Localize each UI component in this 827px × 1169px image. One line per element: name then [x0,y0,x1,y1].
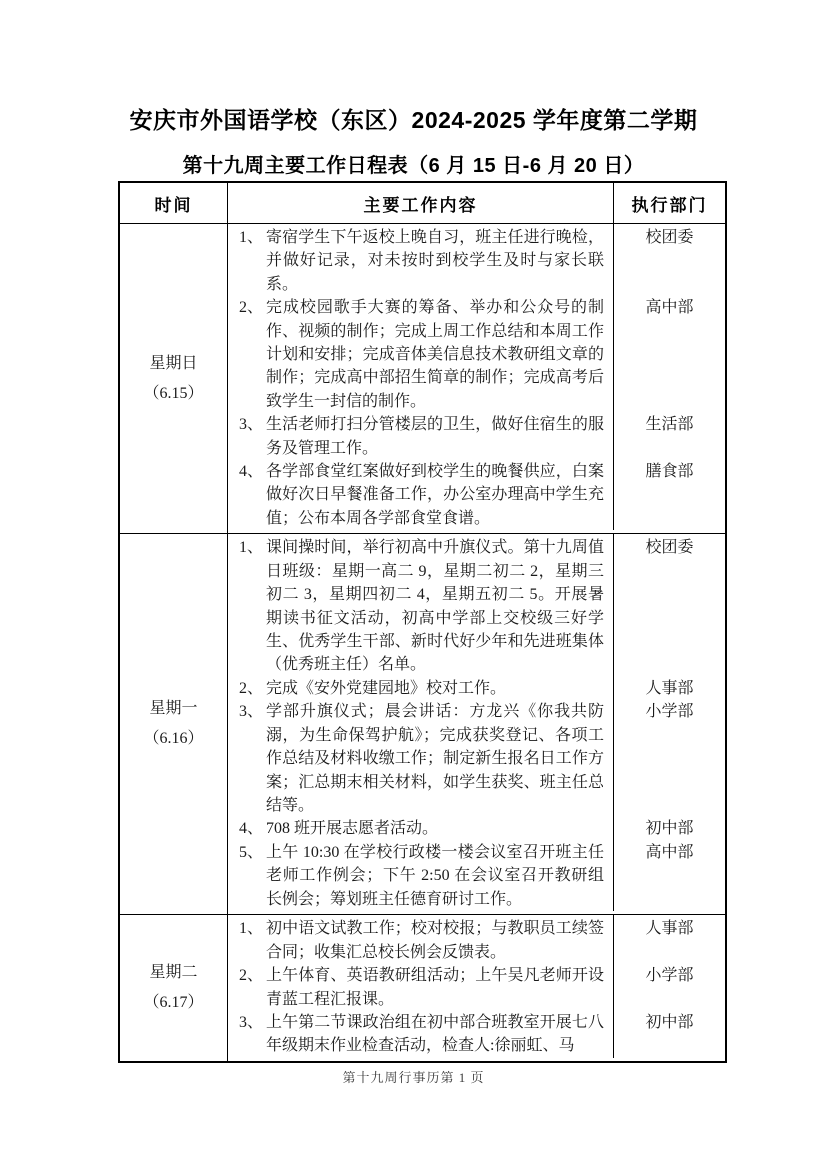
dept-label: 小学部 [613,962,725,1011]
dept-label: 小学部 [613,698,725,817]
header-cell-time: 时间 [120,183,228,223]
work-item [228,226,613,296]
dept-label: 膳食部 [613,458,725,530]
item-text: 上午 10:30 在学校行政楼一楼会议室召开班主任老师工作例会；下午 2:50 在会议室召开教研组长例会；筹划班主任德育研讨工作。 [266,843,604,908]
dept-label: 人事部 [613,675,725,701]
dept-label: 校团委 [613,534,725,677]
item-text: 708 班开展志愿者活动。 [266,820,439,838]
table-row [120,533,725,914]
item-number: 4、 [239,463,264,481]
page-footer: 第十九周行事历第 1 页 [342,1070,485,1085]
day-label: 星期一 [149,700,198,718]
dept-label: 初中部 [613,1009,725,1058]
item-text: 完成《安外党建园地》校对工作。 [266,679,507,697]
item-text: 初中语文试教工作；校对校报；与教职员工续签合同；收集汇总校长例会反馈表。 [266,920,604,961]
document-title: 安庆市外国语学校（东区）2024-2025 学年度第二学期 [129,107,698,133]
dept-label: 高中部 [613,294,725,413]
day-label: 星期日 [149,354,198,372]
work-item [228,817,613,841]
item-text: 生活老师打扫分管楼层的卫生，做好住宿生的服务及管理工作。 [266,416,604,457]
date-label: （6.17） [143,994,204,1011]
date-label: （6.15） [143,384,204,402]
item-number: 2、 [239,679,264,697]
table-header-row [120,183,725,223]
item-number: 1、 [239,539,264,557]
document-subtitle: 第十九周主要工作日程表（6 月 15 日-6 月 20 日） [182,155,645,177]
table-row [120,223,725,533]
schedule-table [118,181,727,1063]
item-number: 4、 [239,820,264,838]
dept-label: 初中部 [613,815,725,841]
header-cell-dept: 执行部门 [613,183,725,223]
time-cell [120,224,228,533]
item-text: 上午体育、英语教研组活动；上午吴凡老师开设青蓝工程汇报课。 [266,967,604,1008]
time-cell [120,534,228,914]
item-text: 各学部食堂红案做好到校学生的晚餐供应，白案做好次日早餐准备工作，办公室办理高中学生充值；公布本周各学部食堂食谱。 [266,463,604,527]
item-number: 3、 [239,1013,264,1031]
item-number: 2、 [239,299,264,317]
item-number: 1、 [239,229,264,246]
dept-label: 高中部 [613,839,725,911]
item-text: 寄宿学生下午返校上晚自习，班主任进行晚检，并做好记录，对未按时到校学生及时与家长联系。 [266,229,604,293]
item-number: 3、 [239,703,264,721]
item-text: 上午第二节课政治组在初中部合班教室开展七八年级期末作业检查活动，检查人:徐丽虹、马 [266,1013,604,1055]
header-cell-content: 主要工作内容 [363,195,478,215]
work-item [228,536,613,677]
item-number: 5、 [239,843,264,861]
table-row [120,914,725,1060]
work-item [228,917,613,964]
item-text: 课间操时间，举行初高中升旗仪式。第十九周值日班级：星期一高二 9，星期二初二 2，星期三初二 3，星期四初二 4，星期五初二 5。开展暑期读书征文活动，初高中学部上交校级三好学生、优秀学生干部、新时代好少年和先进班集体（优秀班主任）名单。 [266,539,604,674]
item-number: 3、 [239,416,264,434]
work-item [228,460,613,530]
dept-label: 校团委 [613,224,725,296]
work-item [228,413,613,460]
item-number: 2、 [239,967,264,985]
work-item [228,296,613,413]
item-number: 1、 [239,920,264,938]
date-label: （6.16） [143,730,204,748]
work-item [228,677,613,701]
dept-label: 人事部 [613,915,725,964]
item-text: 学部升旗仪式；晨会讲话：方龙兴《你我共防溺，为生命保驾护航》；完成获奖登记、各项工作总结及材料收缴工作；制定新生报名日工作方案；汇总期末相关材料，如学生获奖、班主任总结等。 [266,703,604,814]
dept-label: 生活部 [613,411,725,460]
time-cell [120,915,228,1060]
table-body [120,223,725,1061]
item-text: 完成校园歌手大赛的筹备、举办和公众号的制作、视频的制作；完成上周工作总结和本周工作计划和安排；完成音体美信息技术教研组文章的制作；完成高中部招生简章的制作；完成高考后致学生一封信的制作。 [266,299,604,410]
work-item [228,964,613,1011]
day-label: 星期二 [149,964,198,981]
work-item [228,841,613,911]
work-item [228,1011,613,1058]
work-item [228,700,613,817]
